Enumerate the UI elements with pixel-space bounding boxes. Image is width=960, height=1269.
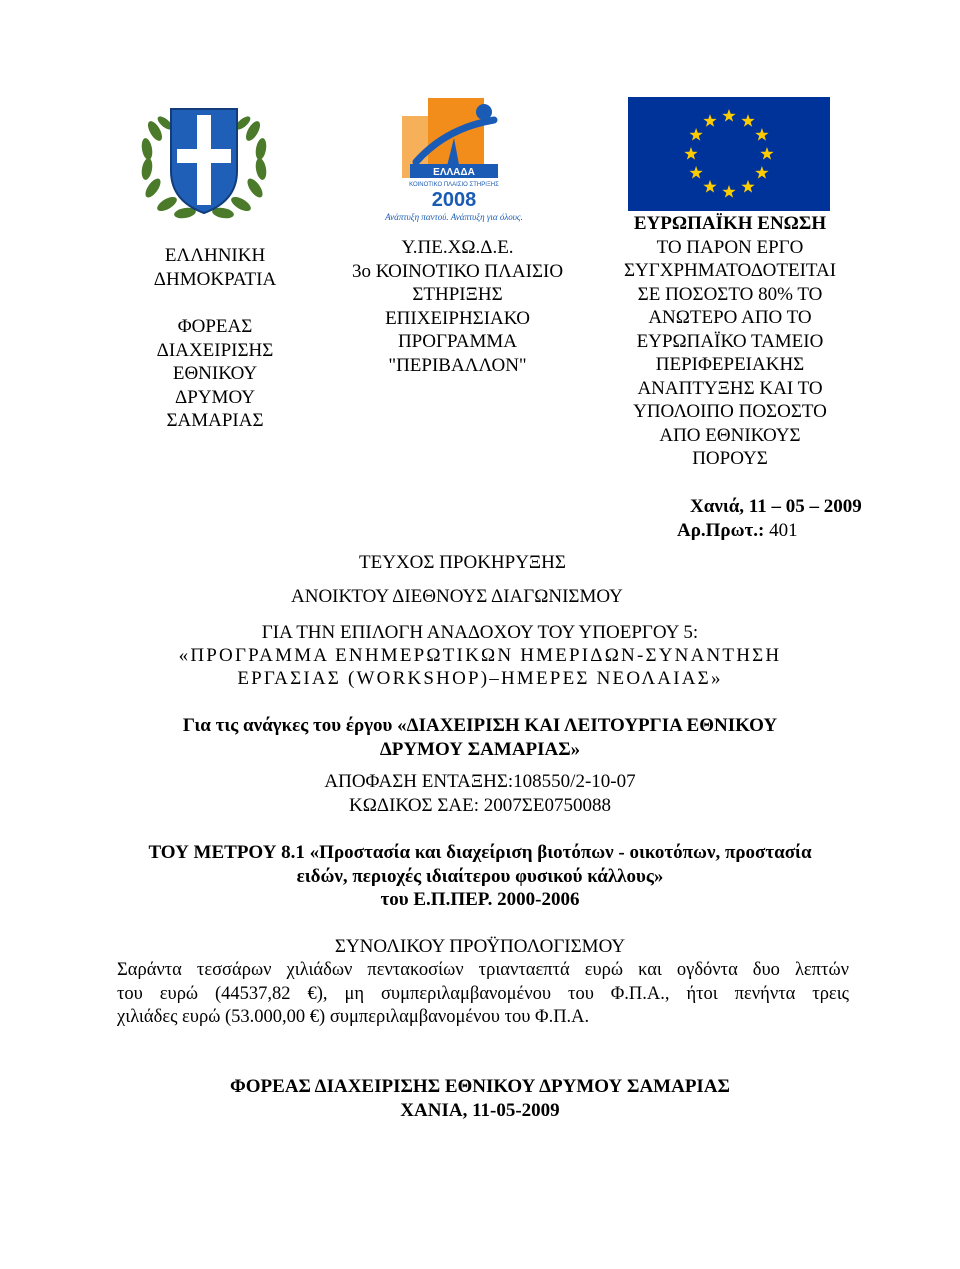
ministry-line: Υ.ΠΕ.ΧΩ.Δ.Ε.: [401, 237, 514, 258]
protocol-line: [677, 519, 798, 543]
measure-line-2: ειδών, περιοχές ιδιαίτερου φυσικού κάλλους»: [296, 866, 664, 887]
logo-slogan-text: Ανάπτυξη παντού. Ανάπτυξη για όλους.: [385, 212, 523, 222]
header-middle: [330, 236, 585, 377]
eu-line: ΑΝΩΤΕΡΟ ΑΠΟ ΤΟ: [648, 307, 812, 328]
agency-line: ΦΟΡΕΑΣ: [177, 316, 253, 337]
eu-line: ΕΥΡΩΠΑΪΚΟ ΤΑΜΕΙΟ: [636, 330, 824, 352]
program-line: 3ο ΚΟΙΝΟΤΙΚΟ ΠΛΑΙΣΙΟ: [351, 260, 564, 282]
header-left: [110, 244, 320, 433]
logo-banner-text: ΕΛΛΑΔΑ: [433, 167, 475, 178]
eu-line: ΥΠΟΛΟΙΠΟ ΠΟΣΟΣΤΟ: [633, 401, 827, 422]
program-line: ΣΤΗΡΙΞΗΣ: [412, 284, 503, 305]
decision-line: ΑΠΟΦΑΣΗ ΕΝΤΑΞΗΣ:108550/2-10-07: [324, 771, 636, 792]
footer-date: ΧΑΝΙΑ, 11-05-2009: [400, 1100, 560, 1121]
budget-paragraph: [117, 959, 849, 1030]
program-line: "ΠΕΡΙΒΑΛΛΟΝ": [388, 354, 527, 376]
needs-line-1: Για τις ανάγκες του έργου «ΔΙΑΧΕΙΡΙΣΗ ΚΑΙ ΛΕΙΤΟΥΡΓΙΑ ΕΘΝΙΚΟΥ: [182, 715, 778, 736]
measure-line-1: ΤΟΥ ΜΕΤΡΟΥ 8.1 «Προστασία και διαχείριση βιοτόπων - οικοτόπων, προστασία: [148, 842, 812, 863]
eu-line: ΤΟ ΠΑΡΟΝ ΕΡΓΟ: [656, 236, 804, 258]
needs-line-2: ΔΡΥΜΟΥ ΣΑΜΑΡΙΑΣ»: [379, 739, 581, 760]
protocol-number: 401: [769, 520, 798, 541]
budget-line-1: Σαράντα τεσσάρων χιλιάδων πεντακοσίων τριανταεπτά ευρώ και ογδόντα δυο λεπτών: [117, 960, 849, 980]
tender-title: ΑΝΟΙΚΤΟΥ ΔΙΕΘΝΟΥΣ ΔΙΑΓΩΝΙΣΜΟΥ: [291, 586, 623, 607]
eu-flag-logo: [628, 97, 830, 211]
greek-emblem-logo: [133, 101, 275, 227]
protocol-label: Αρ.Πρωτ.:: [677, 520, 765, 541]
eu-line: ΑΝΑΠΤΥΞΗΣ ΚΑΙ ΤΟ: [637, 377, 823, 399]
program-line: ΠΡΟΓΡΑΜΜΑ: [397, 331, 518, 352]
agency-line: ΔΙΑΧΕΙΡΙΣΗΣ: [156, 339, 274, 361]
eu-title: ΕΥΡΩΠΑΪΚΗ ΕΝΩΣΗ: [633, 213, 827, 234]
agency-line: ΣΑΜΑΡΙΑΣ: [166, 410, 264, 431]
measure-line-3: του Ε.Π.ΠΕΡ. 2000-2006: [380, 889, 580, 910]
country-line-1: ΕΛΛΗΝΙΚΗ: [164, 245, 266, 266]
sae-code-line: ΚΩΔΙΚΟΣ ΣΑΕ: 2007ΣΕ0750088: [349, 795, 611, 816]
budget-line-3: χιλιάδες ευρώ (53.000,00 €) συμπεριλαμβανομένου του Φ.Π.Α.: [117, 1007, 590, 1027]
eu-line: ΣΕ ΠΟΣΟΣΤΟ 80% ΤΟ: [637, 283, 823, 305]
country-line-2: ΔΗΜΟΚΡΑΤΙΑ: [153, 268, 277, 290]
header-right: [600, 212, 860, 471]
greece-2008-logo: [376, 98, 533, 224]
agency-line: ΕΘΝΙΚΟΥ: [172, 363, 258, 384]
eu-line: ΣΥΓΧΡΗΜΑΤΟΔΟΤΕΙΤΑΙ: [623, 260, 837, 281]
date-line: Χανιά, 11 – 05 – 2009: [690, 496, 862, 517]
program-title-line-1: «ΠΡΟΓΡΑΜΜΑ ΕΝΗΜΕΡΩΤΙΚΩΝ ΗΜΕΡΙΔΩΝ-ΣΥΝΑΝΤΗΣΗ: [178, 645, 782, 666]
eu-line: ΑΠΟ ΕΘΝΙΚΟΥΣ: [659, 424, 801, 446]
notice-title: ΤΕΥΧΟΣ ΠΡΟΚΗΡΥΞΗΣ: [359, 552, 566, 573]
logo-sub-text: ΚΟΙΝΟΤΙΚΟ ΠΛΑΙΣΙΟ ΣΤΗΡΙΞΗΣ: [409, 182, 499, 188]
footer-agency: ΦΟΡΕΑΣ ΔΙΑΧΕΙΡΙΣΗΣ ΕΘΝΙΚΟΥ ΔΡΥΜΟΥ ΣΑΜΑΡΙΑΣ: [230, 1076, 730, 1097]
eu-line: ΠΟΡΟΥΣ: [692, 448, 768, 469]
eu-line: ΠΕΡΙΦΕΡΕΙΑΚΗΣ: [655, 354, 805, 375]
program-line: ΕΠΙΧΕΙΡΗΣΙΑΚΟ: [385, 307, 530, 329]
selection-line: ΓΙΑ ΤΗΝ ΕΠΙΛΟΓΗ ΑΝΑΔΟΧΟΥ ΤΟΥ ΥΠΟΕΡΓΟΥ 5:: [261, 622, 699, 643]
program-title-line-2: ΕΡΓΑΣΙΑΣ (WORKSHOP)–ΗΜΕΡΕΣ ΝΕΟΛΑΙΑΣ»: [237, 668, 723, 689]
budget-line-2: του ευρώ (44537,82 €), μη συμπεριλαμβανομένου του Φ.Π.Α., ήτοι πενήντα τρεις: [117, 983, 849, 1004]
budget-title: ΣΥΝΟΛΙΚΟΥ ΠΡΟΫΠΟΛΟΓΙΣΜΟΥ: [334, 936, 626, 957]
logo-year-text: 2008: [431, 189, 477, 211]
agency-line: ΔΡΥΜΟΥ: [175, 386, 255, 408]
